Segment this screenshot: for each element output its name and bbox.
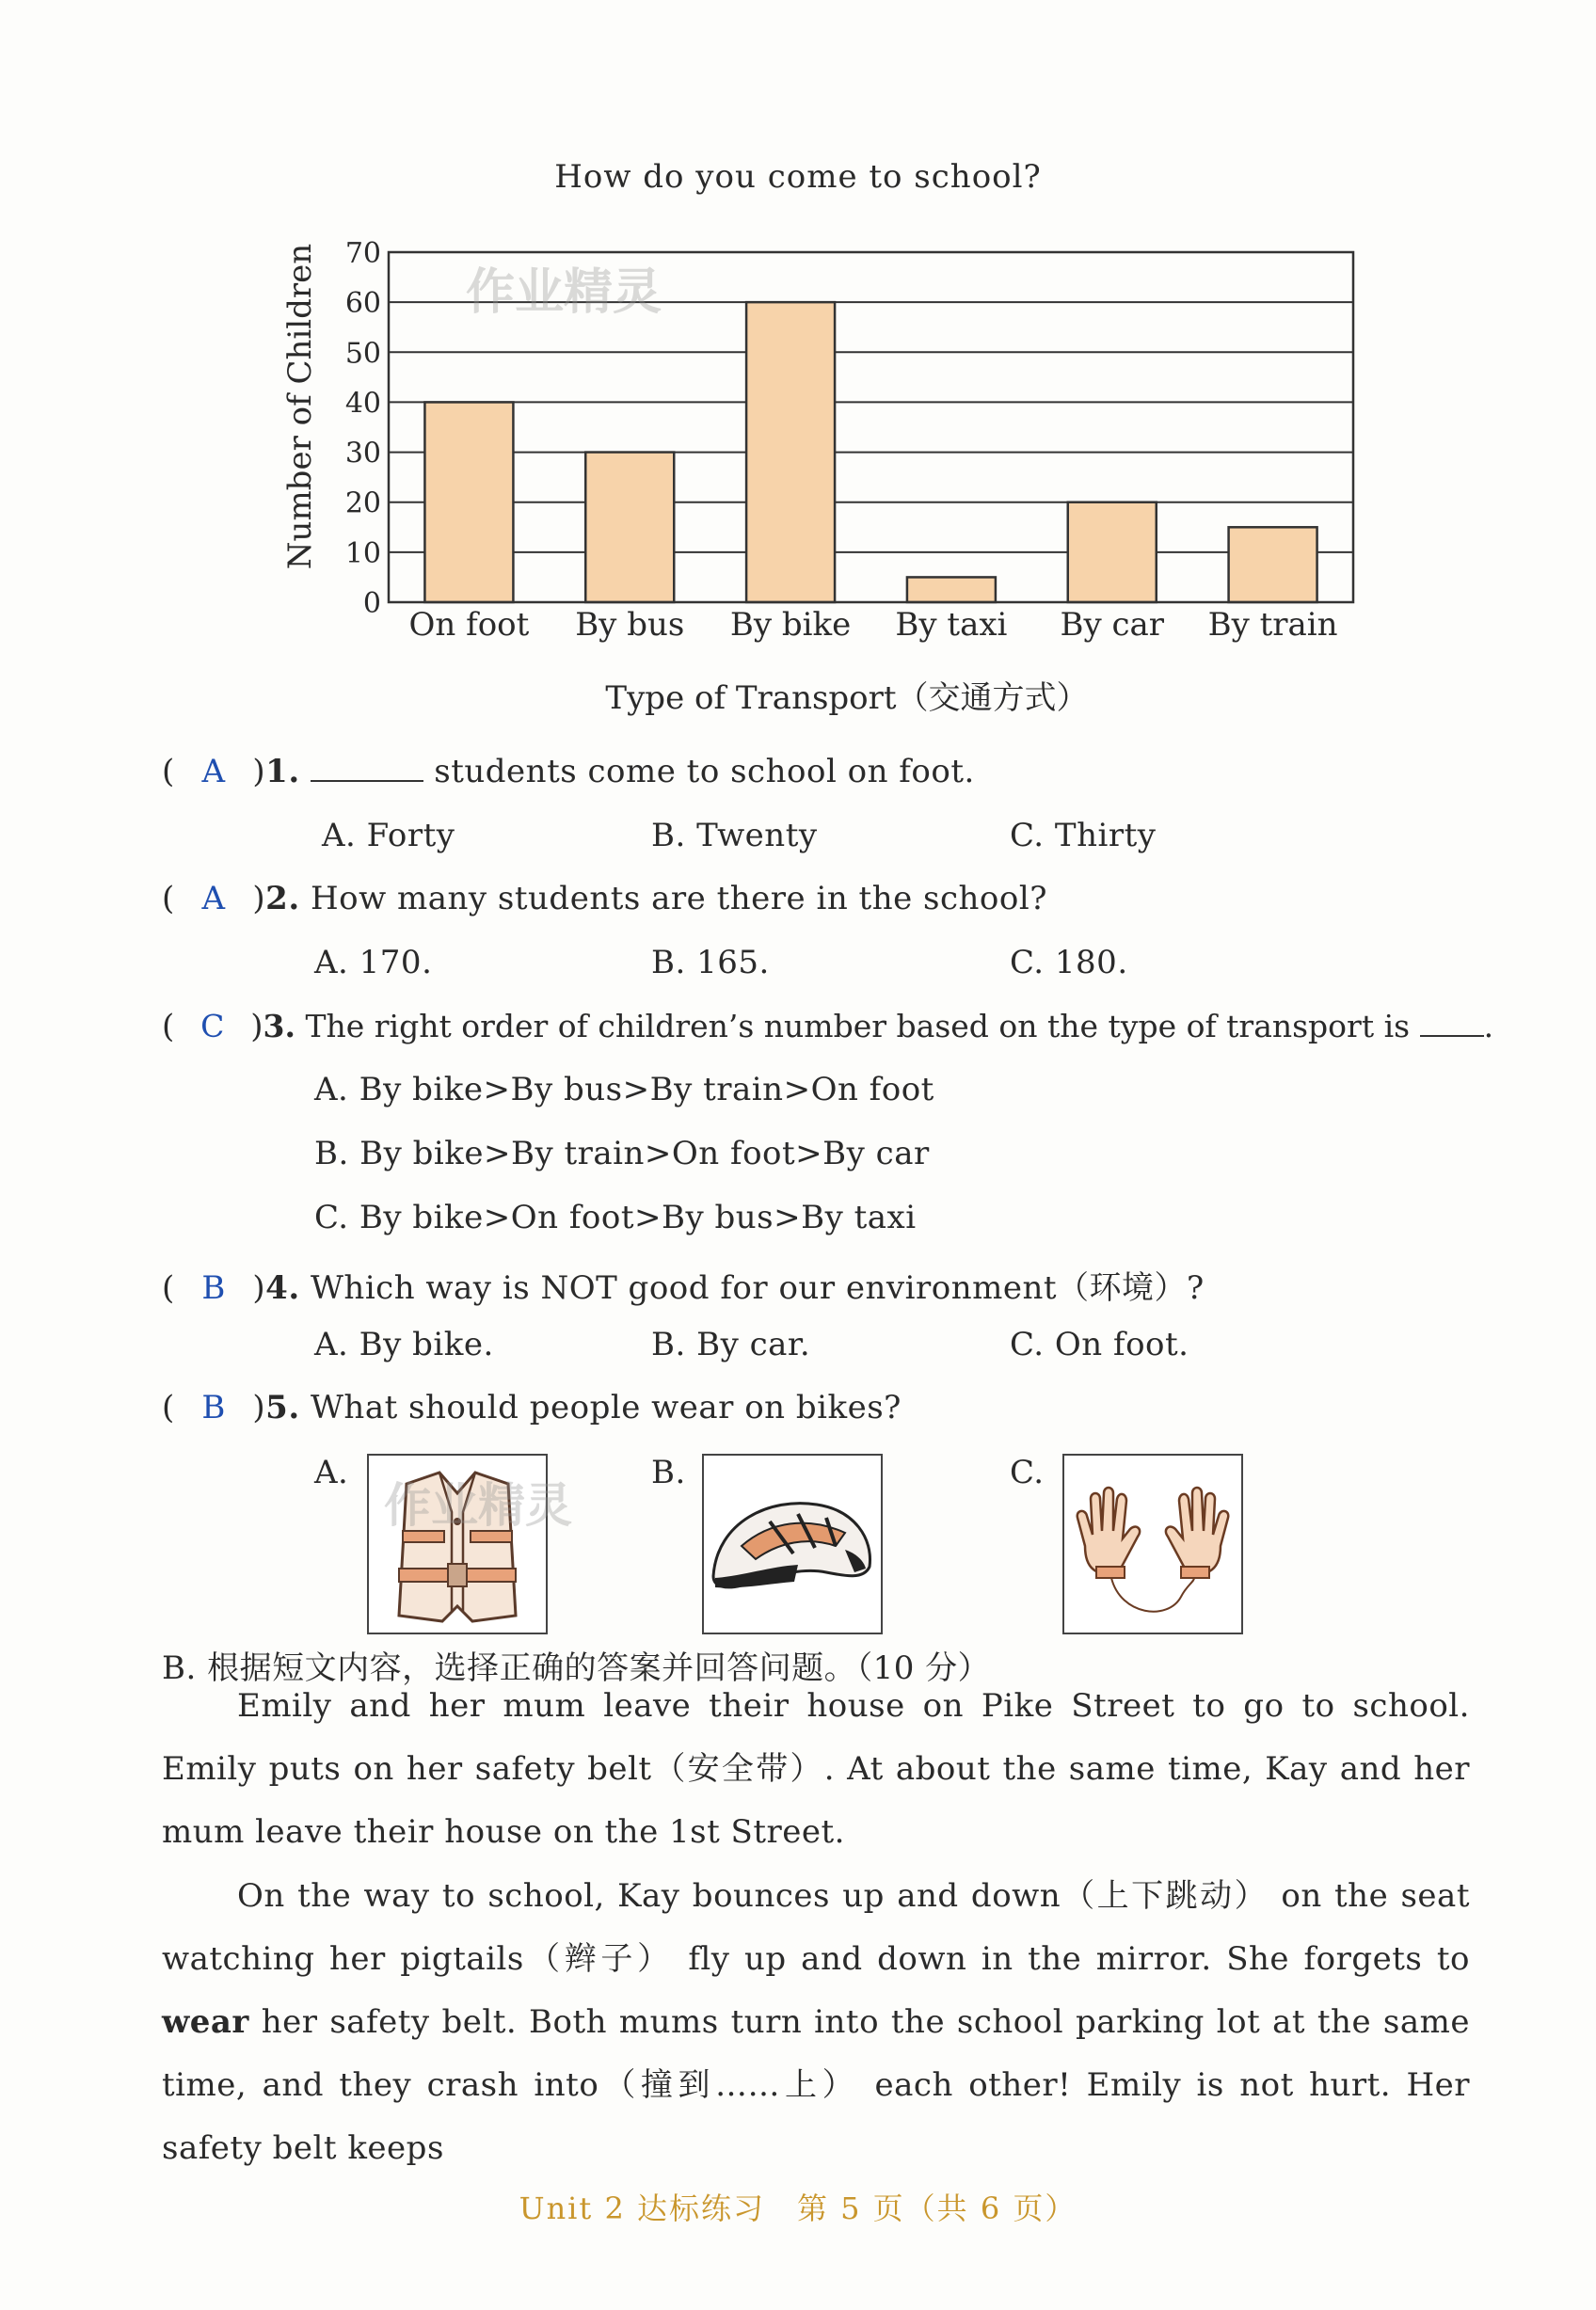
y-tick-label: 70 bbox=[344, 237, 381, 270]
gloves-image bbox=[1062, 1454, 1243, 1634]
question-1: ( A )1. students come to school on foot. bbox=[162, 753, 975, 790]
bar-on-foot bbox=[424, 402, 513, 602]
bar-by-bus bbox=[585, 453, 674, 602]
question-2: ( A )2. How many students are there in the school? bbox=[162, 880, 1047, 917]
q4-option-a: A. By bike. bbox=[314, 1326, 494, 1363]
bar-by-bike bbox=[746, 302, 835, 602]
section-b-heading: B. 根据短文内容，选择正确的答案并回答问题。（10 分） bbox=[162, 1649, 991, 1687]
q4-option-b: B. By car. bbox=[651, 1326, 811, 1363]
y-tick-label: 30 bbox=[344, 437, 381, 470]
bike-helmet-image bbox=[702, 1454, 883, 1634]
y-tick-label: 20 bbox=[344, 486, 381, 520]
answer-4: B bbox=[201, 1269, 226, 1307]
answer-1: A bbox=[201, 753, 226, 790]
question-5: ( B )5. What should people wear on bikes? bbox=[162, 1389, 902, 1426]
question-5-text: What should people wear on bikes? bbox=[310, 1389, 902, 1426]
chart-ylabel: Number of Children bbox=[281, 243, 319, 570]
q1-option-b: B. Twenty bbox=[651, 817, 818, 854]
bar-by-taxi bbox=[907, 577, 996, 602]
answer-3: C bbox=[200, 1008, 225, 1044]
chart-xlabel: Type of Transport（交通方式） bbox=[605, 679, 1089, 717]
x-tick-label: By bus bbox=[575, 606, 685, 644]
question-2-text: How many students are there in the school? bbox=[310, 880, 1047, 917]
watermark-logo: 作业精灵 bbox=[466, 264, 662, 321]
q5-option-b-label: B. bbox=[651, 1454, 686, 1491]
q5-option-c-label: C. bbox=[1010, 1454, 1045, 1491]
answer-blank bbox=[1420, 1031, 1484, 1037]
q1-option-a: A. Forty bbox=[322, 817, 455, 854]
y-tick-label: 40 bbox=[344, 387, 381, 421]
question-4: ( B )4. Which way is NOT good for our environment（环境）? bbox=[162, 1269, 1205, 1307]
bar-by-car bbox=[1068, 502, 1157, 602]
q3-option-b: B. By bike>By train>On foot>By car bbox=[314, 1135, 930, 1172]
answer-2: A bbox=[201, 880, 226, 917]
chart-title: How do you come to school? bbox=[554, 158, 1042, 196]
page-footer: Unit 2 达标练习 第 5 页（共 6 页） bbox=[519, 2191, 1077, 2226]
y-tick-label: 10 bbox=[344, 536, 381, 570]
x-tick-label: By bike bbox=[729, 606, 852, 644]
q5-option-a-label: A. bbox=[314, 1454, 349, 1491]
q3-option-c: C. By bike>On foot>By bus>By taxi bbox=[314, 1199, 917, 1236]
x-tick-label: By car bbox=[1060, 606, 1165, 644]
answer-blank bbox=[311, 776, 423, 782]
keyword-wear: wear bbox=[162, 2003, 249, 2041]
question-1-text: students come to school on foot. bbox=[434, 753, 975, 790]
q2-option-b: B. 165. bbox=[651, 944, 770, 981]
question-3-text: The right order of children’s number based on the type of transport is bbox=[305, 1008, 1411, 1044]
y-tick-label: 60 bbox=[344, 287, 381, 321]
bar-chart bbox=[0, 0, 1596, 734]
bar-by-train bbox=[1229, 527, 1317, 602]
x-tick-label: On foot bbox=[408, 606, 530, 644]
passage-paragraph-1: Emily and her mum leave their house on Pike Street to go to school. Emily puts on her safety belt（安全带）. At about the same time, Kay and her mum leave their house on the 1st Street. bbox=[162, 1687, 1470, 1851]
q2-option-a: A. 170. bbox=[314, 944, 433, 981]
q1-option-c: C. Thirty bbox=[1010, 817, 1157, 854]
y-tick-label: 50 bbox=[344, 337, 381, 371]
question-3: ( C )3. The right order of children’s number based on the type of transport is . bbox=[162, 1008, 1494, 1045]
question-4-text: Which way is NOT good for our environment（环境）? bbox=[310, 1269, 1205, 1307]
passage-paragraph-2: On the way to school, Kay bounces up and down（上下跳动） on the seat watching her pigtails（辫子） fly up and down in the mirror. She forgets to wear her safety belt. Both mums turn into the school parking lot at the same time, and they crash into（撞到……上） each other! Emily is not hurt. Her safety belt keeps bbox=[162, 1877, 1470, 2167]
watermark-logo: 作业精灵 bbox=[384, 1478, 572, 1533]
q2-option-c: C. 180. bbox=[1010, 944, 1128, 981]
x-tick-label: By train bbox=[1207, 606, 1338, 644]
q3-option-a: A. By bike>By bus>By train>On foot bbox=[314, 1071, 934, 1108]
x-tick-label: By taxi bbox=[895, 606, 1008, 644]
y-tick-label: 0 bbox=[362, 587, 381, 620]
answer-5: B bbox=[201, 1389, 226, 1426]
q4-option-c: C. On foot. bbox=[1010, 1326, 1189, 1363]
